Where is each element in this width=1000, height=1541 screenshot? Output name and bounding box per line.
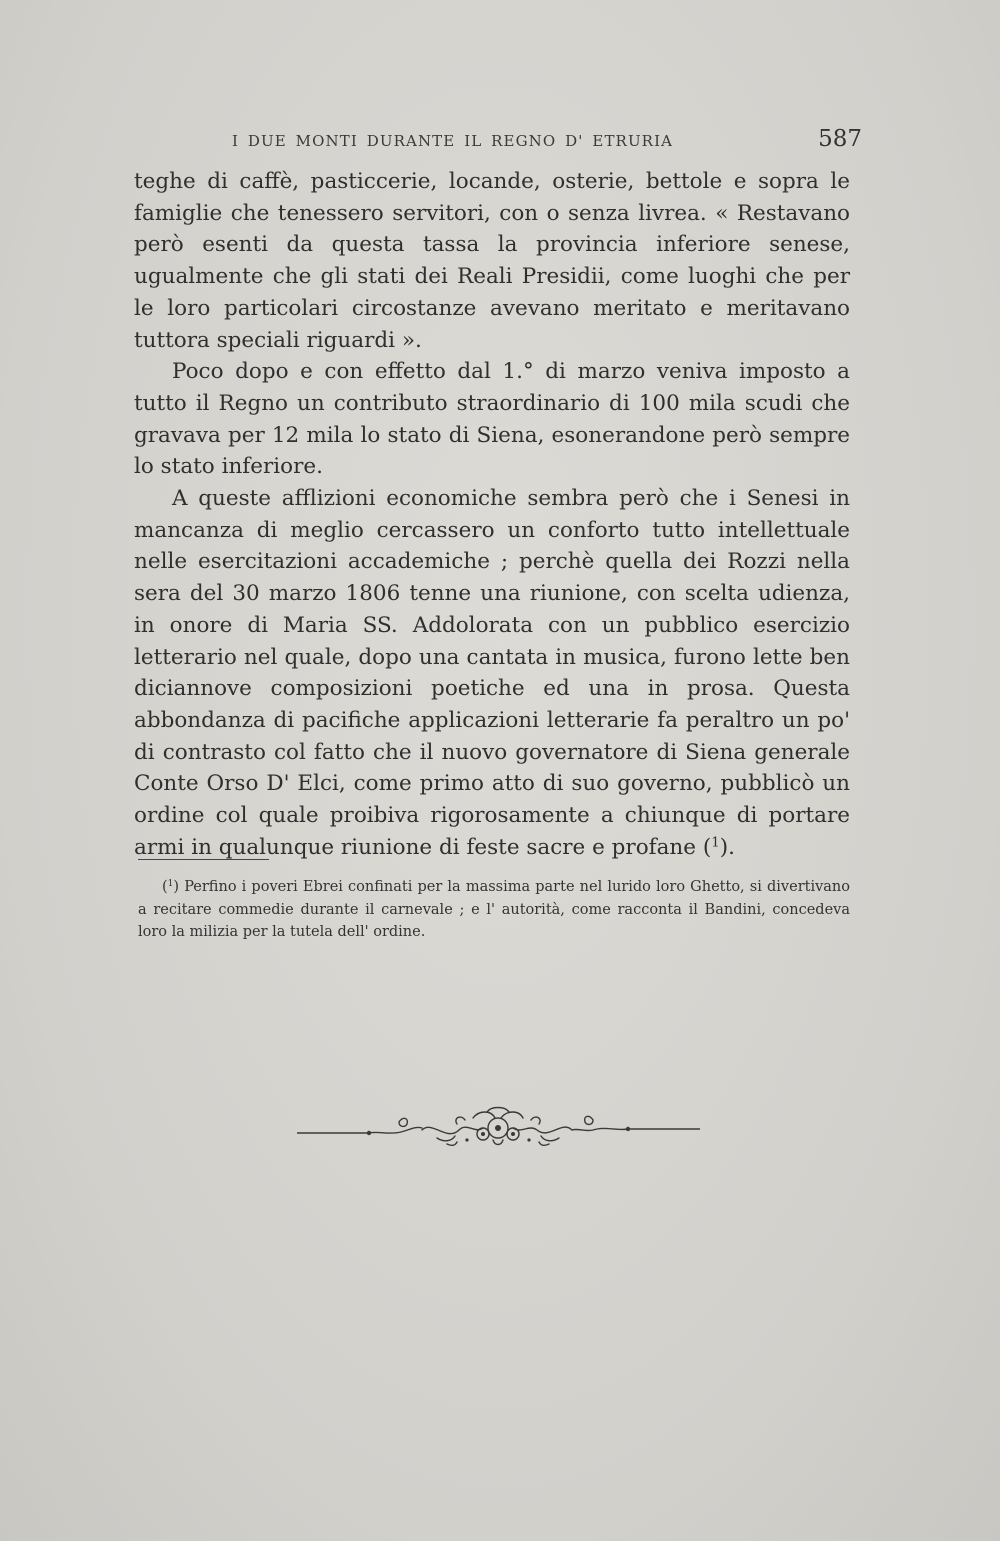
footnote-rule <box>138 859 269 860</box>
footnote-1: ($^1$) Perfino i poveri Ebrei confinati per la massima parte nel lurido loro Ghetto, si divertivano a recitare commedie durante il carnevale ; e l' autorità, come racconta il Bandini, concedeva loro la milizia per la tutela dell' ordine. <box>138 879 850 940</box>
paragraph-3: A queste afflizioni economiche sembra però che i Senesi in mancanza di meglio cercassero un conforto tutto intellettuale nelle esercitazioni accademiche ; perchè quella dei Rozzi nella sera del 30 marzo 1806 tenne una riunione, con scelta udienza, in onore di Maria SS. Addolorata con un pubblico esercizio letterario nel quale, dopo una cantata in musica, furono lette ben diciannove composizioni poetiche ed una in prosa. Questa abbondanza di pacifiche applicazioni letterarie fa peraltro un po' di contrasto col fatto che il nuovo governatore di Siena generale Conte Orso D' Elci, come primo atto di suo governo, pubblicò un ordine col quale proibiva rigorosamente a chiunque di portare armi in qualunque riunione di feste sacre e profane ($^1$). <box>134 486 850 860</box>
footnotes <box>138 876 850 944</box>
page-number: 587 <box>818 126 862 152</box>
footnote-marker: 1 <box>167 879 174 890</box>
paragraph-3-text: A queste afflizioni economiche sembra però che i Senesi in mancanza di meglio cercassero un conforto tutto intellettuale nelle esercitazioni accademiche ; perchè quella dei Rozzi nella sera del 30 marzo 1806 tenne una riunione, con scelta udienza, in onore di Maria SS. Addolorata con un pubblico esercizio letterario nel quale, dopo una cantata in musica, furono lette ben diciannove composizioni poetiche ed una in prosa. Questa abbondanza di pacifiche applicazioni letterarie fa peraltro un po' di contrasto col fatto che il nuovo governatore di Siena generale Conte Orso D' Elci, come primo atto di suo governo, pubblicò un ordine col quale proibiva rigorosamente a chiunque di portare armi in qualunque riunione di feste sacre e profane <box>134 486 850 860</box>
page-header <box>132 126 862 154</box>
footnote-reference: 1 <box>711 835 720 851</box>
paragraph-1: teghe di caffè, pasticcerie, locande, osterie, bettole e sopra le famiglie che tenessero servitori, con o senza livrea. « Restavano però esenti da questa tassa la provincia inferiore senese, ugualmente che gli stati dei Reali Presidii, come luoghi che per le loro particolari circostanze avevano meritato e meritavano tuttora speciali riguardi ». <box>134 169 850 353</box>
footnote-1-text: Perfino i poveri Ebrei confinati per la massima parte nel lurido loro Ghetto, si divertivano a recitare commedie durante il carnevale ; e l' autorità, come racconta il Bandini, concedeva loro la milizia per la tutela dell' ordine. <box>138 879 850 940</box>
paragraph-2: Poco dopo e con effetto dal 1.° di marzo veniva imposto a tutto il Regno un contributo straordinario di 100 mila scudi che gravava per 12 mila lo stato di Siena, esonerandone però sempre lo stato inferiore. <box>134 359 850 480</box>
floral-tailpiece-icon <box>297 1104 700 1152</box>
running-head: I DUE MONTI DURANTE IL REGNO D' ETRURIA <box>232 132 674 150</box>
body-text <box>134 166 850 863</box>
